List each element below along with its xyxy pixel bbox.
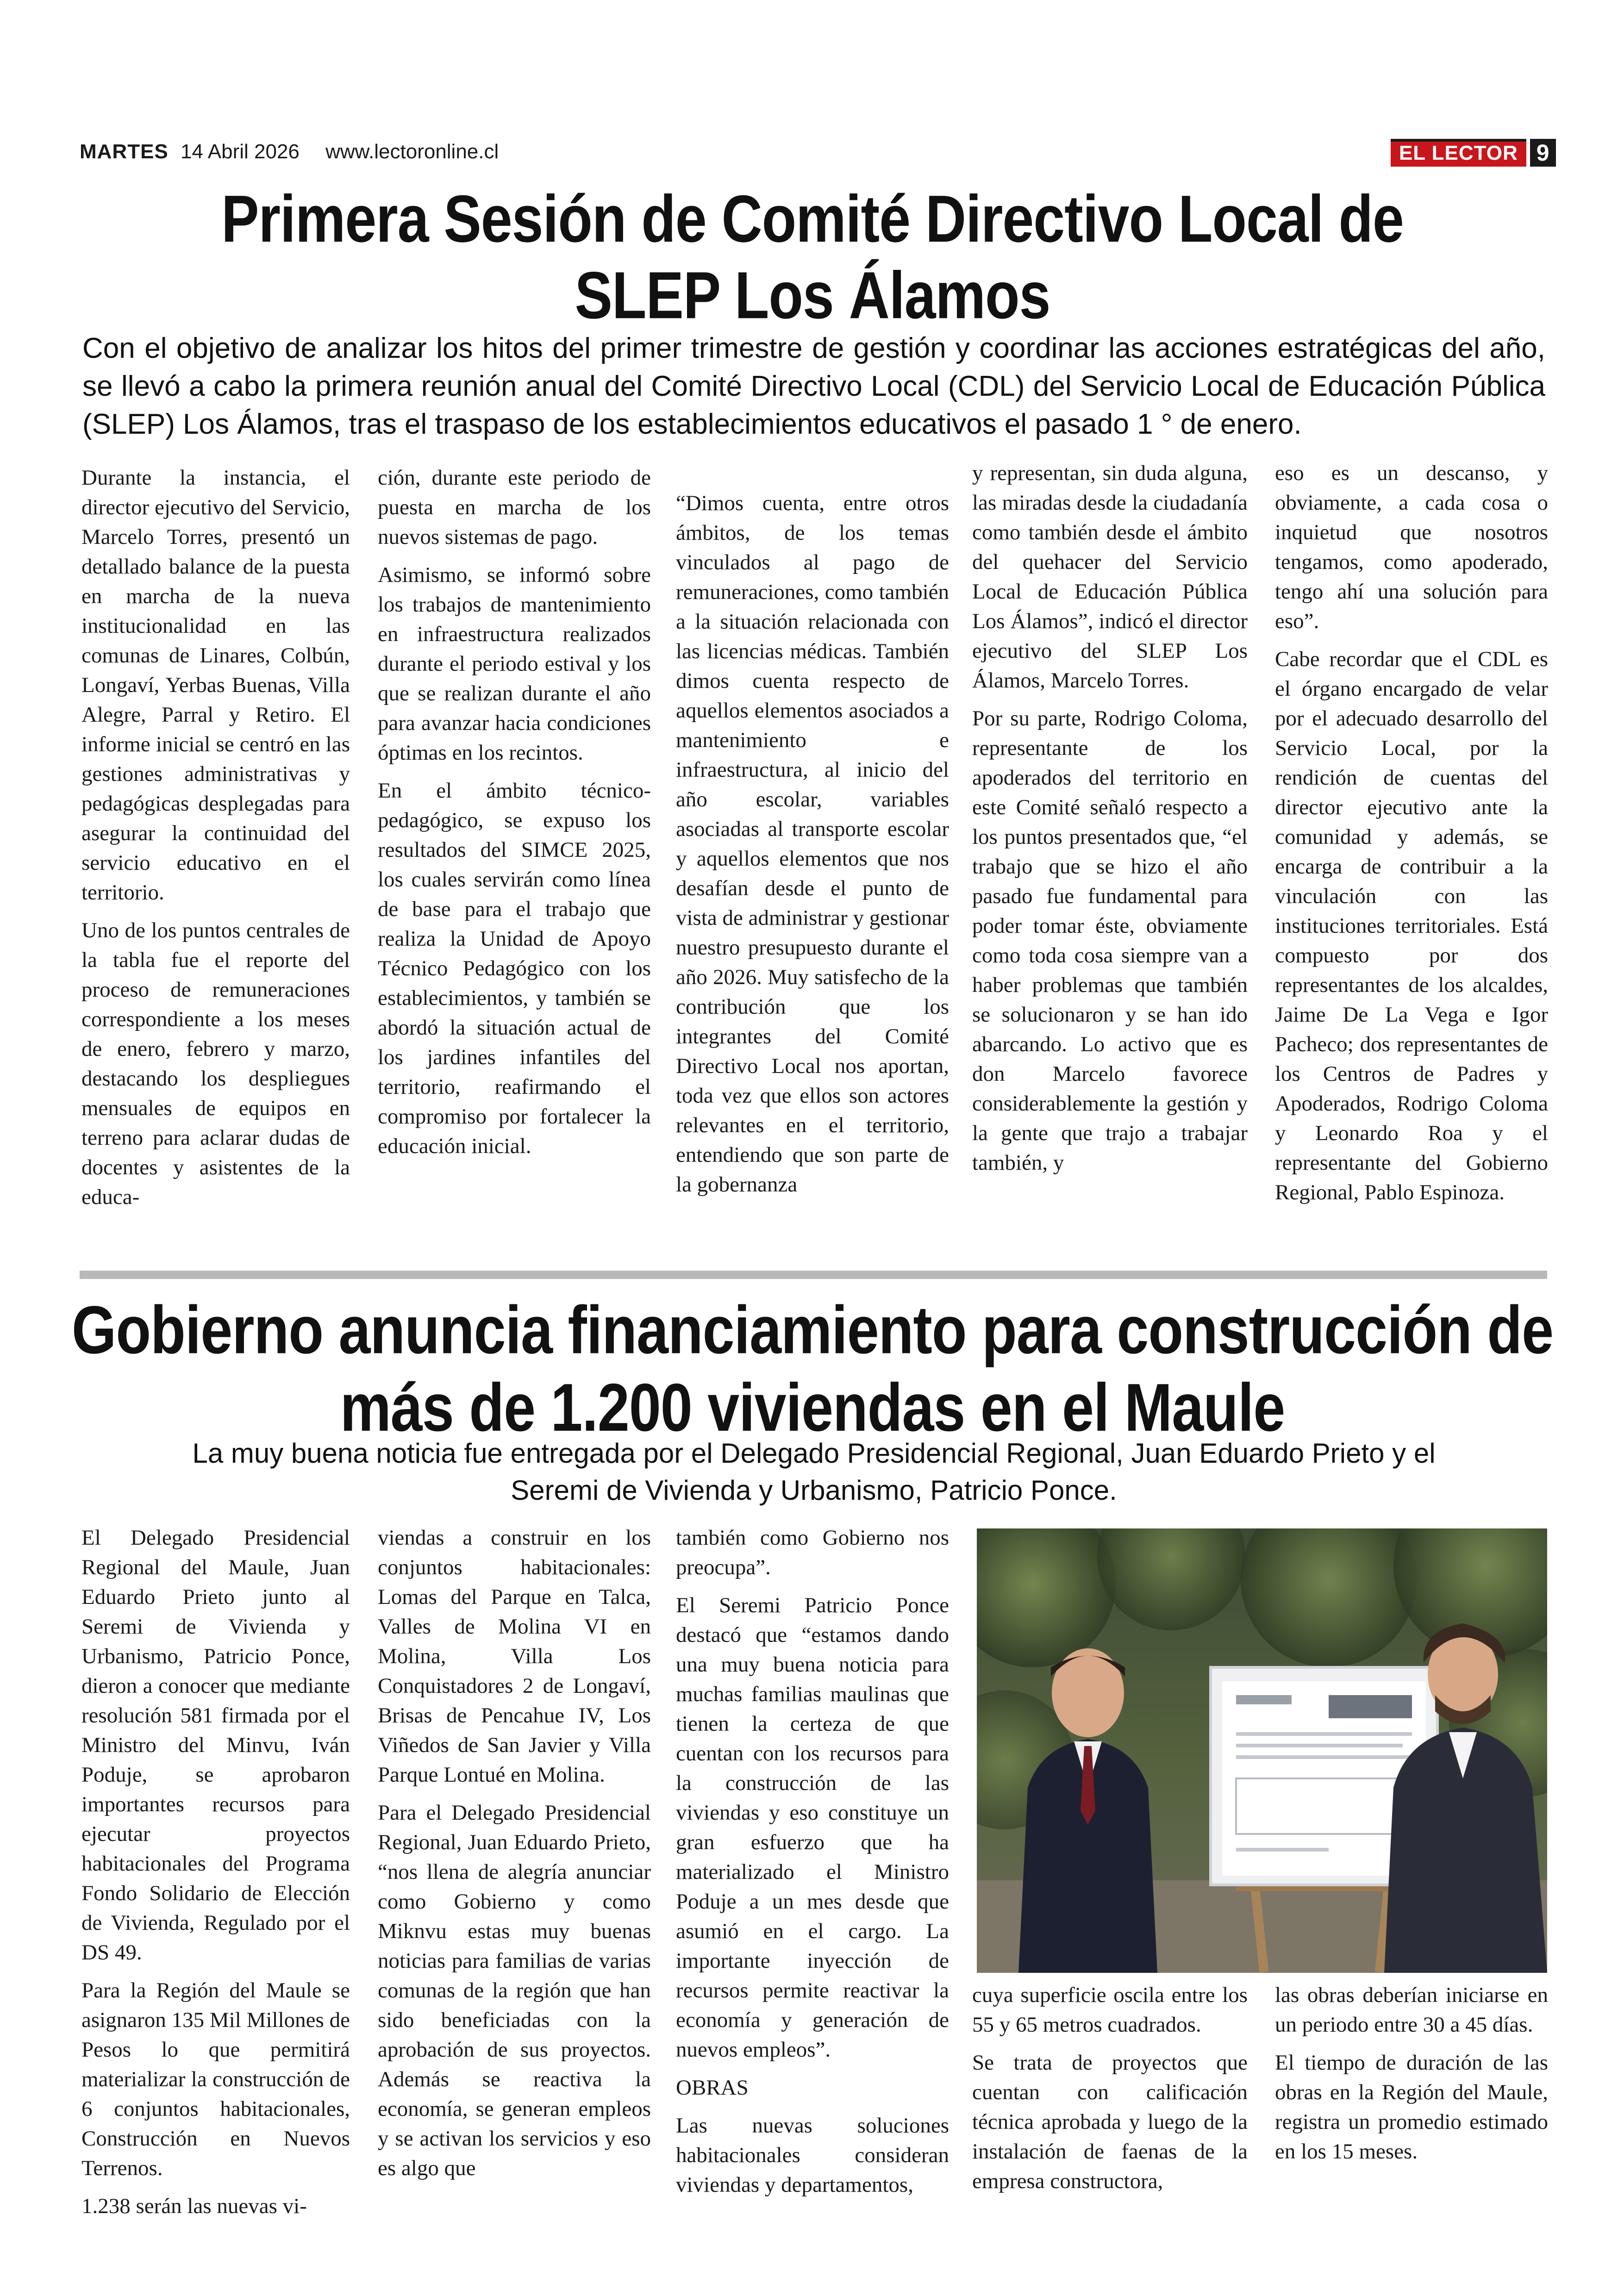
paragraph: “Dimos cuenta, entre otros ámbitos, de los temas vinculados al pago de remuneraciones, como también a la situación relacionada con las licencias médicas. También dimos cuenta respecto de aquellos elementos asociados a mantenimiento e infraestructura, al inicio del año escolar, variables asociadas al transporte escolar y aquellos elementos que nos desafían desde el punto de vista de administrar y gestionar nuestro presupuesto durante el año 2026. Muy satisfecho de la contribución que los integrantes del Comité Directivo Local nos aportan, toda vez que ellos son actores relevantes en el territorio, entendiendo que son parte de la gobernanza — [676, 491, 949, 1197]
article1-column-4 — [972, 458, 1248, 1178]
page-number: 9 — [1530, 139, 1556, 167]
article2-lead-line1: La muy buena noticia fue entregada por el Delegado Presidencial Regional, Juan Eduardo Prieto y el — [192, 1438, 1436, 1469]
section-divider — [80, 1271, 1547, 1279]
article2-title-line1: Gobierno anuncia financiamiento para construcción de — [71, 1292, 1554, 1368]
article2-column-3 — [676, 1523, 949, 2200]
article1-column-3 — [676, 488, 949, 1199]
article1-lead: Con el objetivo de analizar los hitos del primer trimestre de gestión y coordinar las acciones estratégicas del año, se llevó a cabo la primera reunión anual del Comité Directivo Local (CDL) del Servicio Local de Educación Pública (SLEP) Los Álamos, tras el traspaso de los establecimientos educativos el pasado 1 ° de enero. — [82, 332, 1545, 440]
article1-title-line2: SLEP Los Álamos — [575, 258, 1050, 333]
header-day: MARTES — [80, 140, 169, 163]
article2-column-5 — [1275, 1980, 1548, 2166]
paragraph: ción, durante este periodo de puesta en marcha de los nuevos sistemas de pago. — [378, 466, 651, 549]
paragraph: viendas a construir en los conjuntos habitacionales: Lomas del Parque en Talca, Valles de Molina VI en Molina, Villa Los Conquistadores 2 de Longaví, Brisas de Pencahue IV, Los Viñedos de San Javier y Villa Parque Lontué en Molina. — [378, 1526, 651, 1787]
article1-title-line1: Primera Sesión de Comité Directivo Local de — [221, 181, 1404, 256]
paragraph: El Delegado Presidencial Regional del Maule, Juan Eduardo Prieto junto al Seremi de Vivienda y Urbanismo, Patricio Ponce, dieron a conocer que mediante resolución 581 firmada por el Ministro del Minvu, Iván Poduje, se aprobaron importantes recursos para ejecutar proyectos habitacionales del Programa Fondo Solidario de Elección de Vivienda, Regulado por el DS 49. — [81, 1526, 350, 1964]
paragraph: OBRAS — [676, 2076, 749, 2100]
article2-column-2 — [378, 1523, 651, 2183]
paragraph: Durante la instancia, el director ejecutivo del Servicio, Marcelo Torres, presentó un detallado balance de la puesta en marcha de la nueva institucionalidad en las comunas de Linares, Colbún, Longaví, Yerbas Buenas, Villa Alegre, Parral y Retiro. El informe inicial se centró en las gestiones administrativas y pedagógicas desplegadas para asegurar la continuidad del servicio educativo en el territorio. — [81, 466, 350, 904]
paragraph: El Seremi Patricio Ponce destacó que “estamos dando una muy buena noticia para muchas familias maulinas que tienen la certeza de que cuentan con los recursos para la construcción de las viviendas y eso constituye un gran esfuerzo que ha materializado el Ministro Poduje a un mes desde que asumió en el cargo. La importante inyección de recursos permite reactivar la economía y generación de nuevos empleos”. — [676, 1593, 949, 2062]
article1-title — [69, 181, 1555, 333]
paragraph: Por su parte, Rodrigo Coloma, representante de los apoderados del territorio en este Comité señaló respecto a los puntos presentados que, “el trabajo que se hizo el año pasado fue fundamental para poder tomar éste, obviamente como toda cosa siempre van a haber problemas que también se solucionaron y se han ido abarcando. Lo activo que es don Marcelo favorece considerablemente la gestión y la gente que trajo a trabajar también, y — [972, 706, 1248, 1175]
paragraph: Para el Delegado Presidencial Regional, Juan Eduardo Prieto, “nos llena de alegría anunciar como Gobierno y como Miknvu estas muy buenas noticias para familias de varias comunas de la región que han sido beneficiadas con la aprobación de sus proyectos. Además se reactiva la economía, se generan empleos y se activan los servicios y eso es algo que — [378, 1801, 651, 2180]
page-header — [80, 140, 499, 163]
article2-lead-line2: Seremi de Vivienda y Urbanismo, Patricio Ponce. — [511, 1475, 1117, 1506]
news-photo — [977, 1528, 1547, 1973]
paragraph: Cabe recordar que el CDL es el órgano encargado de velar por el adecuado desarrollo del Servicio Local, por la rendición de cuentas del director ejecutivo ante la comunidad y además, se encarga de contribuir a la vinculación con las instituciones territoriales. Está compuesto por dos representantes de los alcaldes, Jaime De La Vega e Igor Pacheco; dos representantes de los Centros de Padres y Apoderados, Rodrigo Coloma y Leonardo Roa y el representante del Gobierno Regional, Pablo Espinoza. — [1275, 647, 1548, 1204]
paragraph: Para la Región del Maule se asignaron 135 Mil Millones de Pesos lo que permitirá materializar la construcción de 6 conjuntos habitacionales, Construcción en Nuevos Terrenos. — [81, 1978, 350, 2180]
paragraph: 1.238 serán las nuevas vi- — [81, 2194, 307, 2218]
article2-title-line2: más de 1.200 viviendas en el Maule — [340, 1370, 1285, 1446]
paragraph: Las nuevas soluciones habitacionales consideran viviendas y departamentos, — [676, 2114, 949, 2197]
article2-title — [69, 1291, 1555, 1447]
paragraph: cuya superficie oscila entre los 55 y 65 metros cuadrados. — [972, 1983, 1248, 2037]
paragraph: las obras deberían iniciarse en un periodo entre 30 a 45 días. — [1275, 1983, 1548, 2037]
article2-column-1 — [81, 1523, 350, 2221]
paragraph: también como Gobierno nos preocupa”. — [676, 1526, 949, 1579]
article2-column-4 — [972, 1980, 1248, 2196]
header-url[interactable]: www.lectoronline.cl — [325, 140, 499, 163]
paragraph: Asimismo, se informó sobre los trabajos de mantenimiento en infraestructura realizados durante el periodo estival y los que se realizan durante el año para avanzar hacia condiciones óptimas en los recintos. — [378, 563, 651, 765]
article1-column-1 — [81, 463, 350, 1212]
paragraph: El tiempo de duración de las obras en la Región del Maule, registra un promedio estimado en los 15 meses. — [1275, 2051, 1548, 2164]
paragraph: Uno de los puntos centrales de la tabla fue el reporte del proceso de remuneraciones correspondiente a los meses de enero, febrero y marzo, destacando los despliegues mensuales de equipos en terreno para aclarar dudas de docentes y asistentes de la educa- — [81, 918, 350, 1209]
article2-lead — [82, 1435, 1545, 1509]
article1-column-5 — [1275, 458, 1548, 1207]
paragraph: y representan, sin duda alguna, las miradas desde la ciudadanía como también desde el ámbito del quehacer del Servicio Local de Educación Pública Los Álamos”, indicó el director ejecutivo del SLEP Los Álamos, Marcelo Torres. — [972, 461, 1248, 692]
paragraph: eso es un descanso, y obviamente, a cada cosa o inquietud que nosotros tengamos, como apoderado, tengo ahí una solución para eso”. — [1275, 461, 1548, 633]
photo-illustration — [977, 1528, 1547, 1973]
paragraph: En el ámbito técnico-pedagógico, se expuso los resultados del SIMCE 2025, los cuales servirán como línea de base para el trabajo que realiza la Unidad de Apoyo Técnico Pedagógico con los establecimientos, y también se abordó la situación actual de los jardines infantiles del territorio, reafirmando el compromiso por fortalecer la educación inicial. — [378, 779, 651, 1158]
header-date: 14 Abril 2026 — [181, 140, 300, 163]
article1-column-2 — [378, 463, 651, 1161]
newspaper-logo — [1391, 139, 1556, 167]
logo-text: EL LECTOR — [1391, 139, 1526, 167]
paragraph: Se trata de proyectos que cuentan con calificación técnica aprobada y luego de la instalación de faenas de la empresa constructora, — [972, 2051, 1248, 2193]
